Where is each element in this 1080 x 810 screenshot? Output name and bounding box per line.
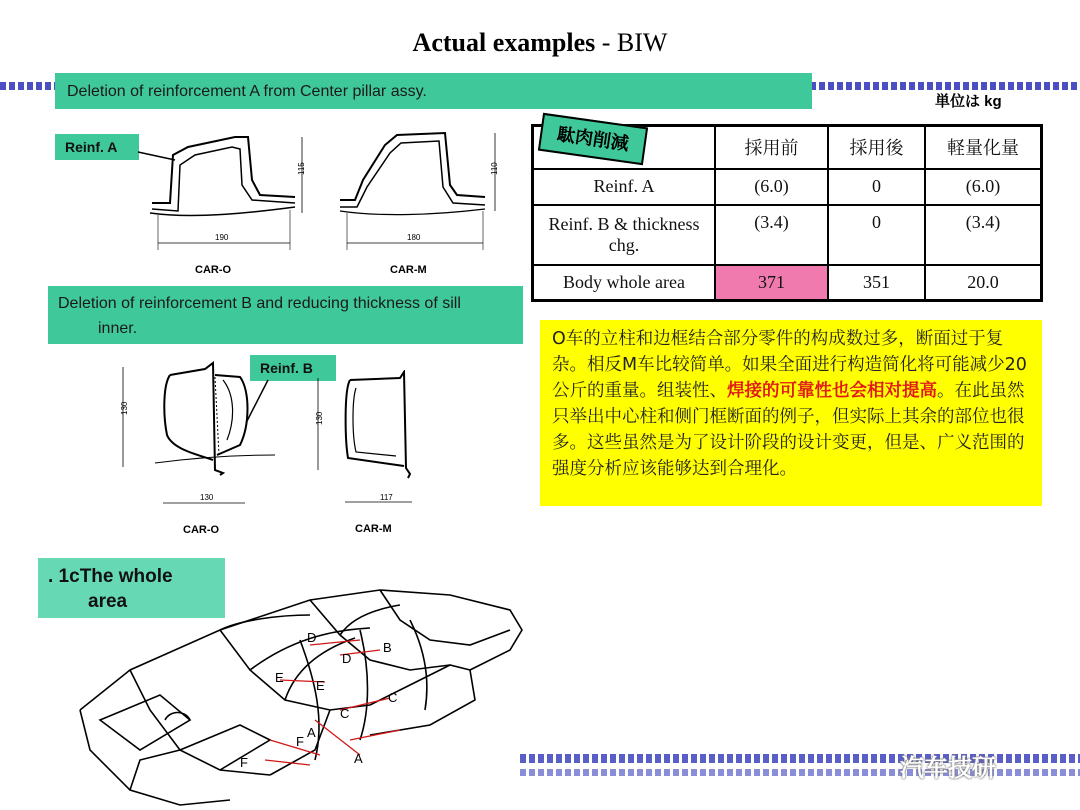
- pillar-section-car-m: [335, 125, 505, 280]
- table-row: Body whole area 371 351 20.0: [533, 265, 1042, 301]
- label-f2: F: [240, 755, 248, 770]
- table-row: Reinf. B & thickness chg. (3.4) 0 (3.4): [533, 205, 1042, 265]
- caption-car-o-2: CAR-O: [183, 524, 220, 536]
- dim-130-h: 130: [120, 401, 129, 415]
- footer-band: [520, 754, 1080, 763]
- unit-label: 単位は kg: [935, 93, 1002, 110]
- sill-section-car-m: [300, 370, 440, 535]
- reinforcement-b-banner: Deletion of reinforcement B and reducing thickness of sill inner.: [48, 286, 523, 344]
- label-f1: F: [296, 734, 304, 749]
- chinese-note: O车的立柱和边框结合部分零件的构成数过多，断面过于复杂。相反M车比较简单。如果全面进行构造简化将可能减少20公斤的重量。组装性、焊接的可靠性也会相对提高。在此虽然只举出中心柱和侧门框断面的例子，但实际上其余的部位也很多。这些虽然是为了设计阶段的设计变更，但是、广义范围的强度分析应该能够达到合理化。: [540, 320, 1042, 506]
- waste-reduction-stamp: 駄肉削減: [538, 113, 648, 165]
- label-c1: C: [388, 690, 398, 705]
- label-d2: D: [342, 651, 352, 666]
- body-in-white-drawing: [70, 560, 530, 810]
- reinforcement-a-banner: Deletion of reinforcement A from Center pillar assy.: [55, 73, 812, 109]
- dim-115: 115: [297, 162, 306, 175]
- label-a2: A: [354, 751, 363, 766]
- label-a1: A: [307, 725, 316, 740]
- dim-180: 180: [407, 233, 421, 242]
- label-b: B: [383, 640, 392, 655]
- reinf-b-label: Reinf. B: [250, 355, 336, 381]
- caption-car-o: CAR-O: [195, 264, 232, 276]
- header-saving: 軽量化量: [925, 126, 1042, 169]
- label-c2: C: [340, 706, 350, 721]
- page-title: Actual examples - BIW: [412, 28, 668, 57]
- header-before: 採用前: [715, 126, 828, 169]
- highlighted-cell: 371: [715, 265, 828, 301]
- reinf-b-leader: [240, 378, 280, 428]
- dim-110: 110: [490, 162, 499, 175]
- table-row: Reinf. A (6.0) 0 (6.0): [533, 169, 1042, 205]
- label-e2: E: [316, 678, 325, 693]
- caption-car-m: CAR-M: [390, 264, 427, 276]
- header-after: 採用後: [828, 126, 925, 169]
- footer-band-light: [520, 769, 1080, 776]
- reinf-a-leader: [100, 138, 180, 168]
- dim-130-m: 130: [315, 411, 324, 425]
- reinf-a-label: Reinf. A: [55, 134, 139, 160]
- watermark: 汽车技研: [900, 755, 996, 782]
- dim-130-w: 130: [200, 493, 214, 502]
- caption-car-m-2: CAR-M: [355, 523, 392, 535]
- dim-117: 117: [380, 493, 393, 502]
- whole-area-label: . 1cThe whole area: [38, 558, 225, 618]
- dim-190: 190: [215, 233, 229, 242]
- label-d1: D: [307, 630, 317, 645]
- label-e1: E: [275, 670, 284, 685]
